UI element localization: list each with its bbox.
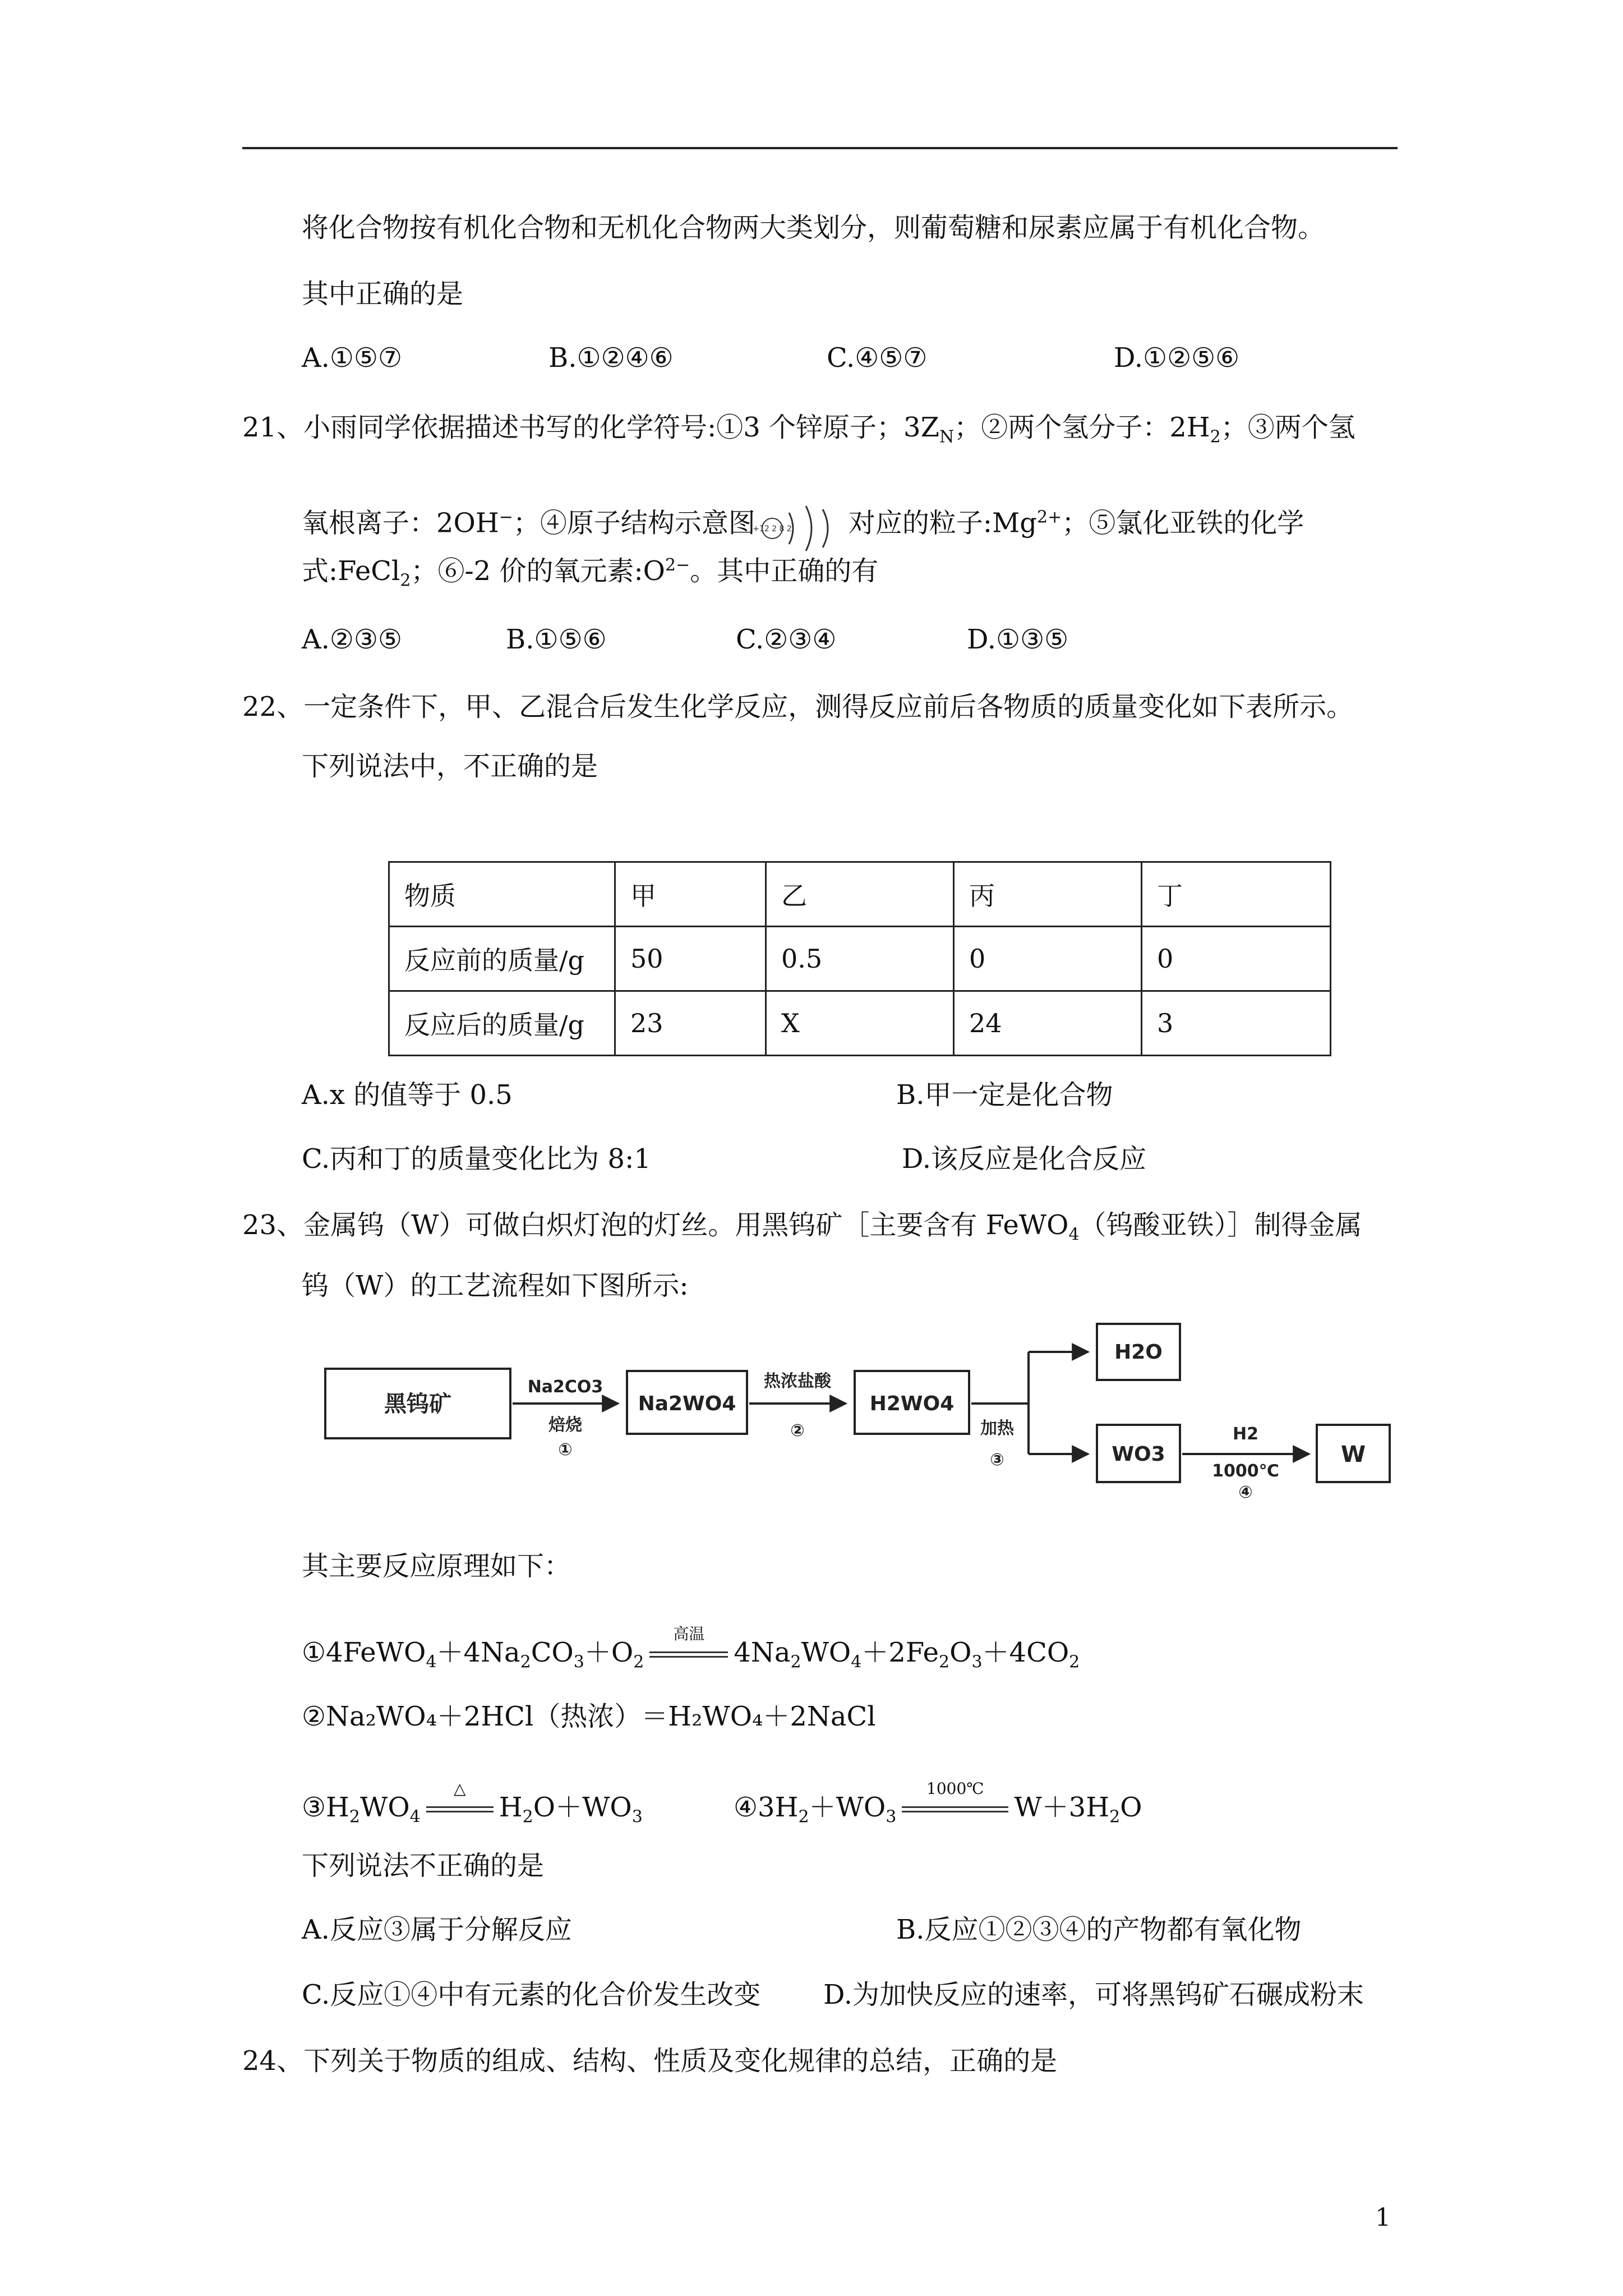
q21-line1-rest: ；②两个氢分子：2H xyxy=(954,412,1210,443)
flow-arrow1-number: ① xyxy=(558,1440,573,1460)
q21-line3 xyxy=(302,554,879,591)
q21-line2-c: 对应的粒子:Mg xyxy=(848,507,1037,539)
q22-option-c: C.丙和丁的质量变化比为 8:1 xyxy=(302,1143,651,1175)
q23-line1 xyxy=(242,1208,1362,1245)
q21-line1 xyxy=(242,411,1355,447)
table-cell: 0.5 xyxy=(766,927,954,991)
flow-box-h2o-label: H2O xyxy=(1114,1341,1163,1364)
eq1-condition: 高温 xyxy=(673,1624,705,1643)
q23-equation-4: $④3H_2+WO_3$ 1000℃ $W+3H_2O$ xyxy=(734,1779,1142,1827)
q21-option-a: A.②③⑤ xyxy=(302,624,403,655)
eq3-arrow xyxy=(426,1779,494,1816)
table-cell: 反应后的质量/g xyxy=(389,991,615,1056)
flow-arrow4-reagent: H2 xyxy=(1233,1424,1258,1444)
q24-line1: 24、下列关于物质的组成、结构、性质及变化规律的总结，正确的是 xyxy=(242,2045,1058,2077)
q21-sub-2: 2 xyxy=(1210,427,1221,447)
table-cell: 丙 xyxy=(954,862,1142,927)
flow-arrow3-condition: 加热 xyxy=(980,1419,1014,1438)
flow-arrow1-condition: 焙烧 xyxy=(548,1415,582,1435)
q20-continued-line: 将化合物按有机化合物和无机化合物两大类划分，则葡萄糖和尿素应属于有机化合物。 xyxy=(302,212,1325,243)
q21-sup-2plus: 2+ xyxy=(1036,507,1062,527)
q21-line3-c: 。其中正确的有 xyxy=(690,555,879,587)
q22-mass-table xyxy=(388,861,1331,1056)
q21-line3-b: ；⑥-2 价的氧元素:O xyxy=(411,555,665,587)
table-row xyxy=(389,927,1331,991)
flow-box-na2wo4-label: Na2WO4 xyxy=(638,1392,736,1415)
table-cell: 乙 xyxy=(766,862,954,927)
table-cell: X xyxy=(766,991,954,1056)
table-cell: 反应前的质量/g xyxy=(389,927,615,991)
flow-box-wolframite-label: 黑钨矿 xyxy=(384,1391,451,1417)
q21-line3-a: 式:FeCl xyxy=(302,555,400,587)
q23-equation-1: $①4FeWO_4+4Na_2CO_3+O_2$ 高温 $4Na_2WO_4+2Fe_2O_3+4CO_2$ xyxy=(302,1624,1080,1672)
eq4-condition: 1000℃ xyxy=(926,1779,984,1798)
tungsten-process-flow xyxy=(324,1335,1398,1503)
flow-arrow2-number: ② xyxy=(790,1421,805,1441)
page-number: 1 xyxy=(1375,2203,1391,2232)
table-cell: 24 xyxy=(954,991,1142,1056)
q23-sub-4: 4 xyxy=(1068,1225,1080,1245)
q23-equation-2: ②Na₂WO₄＋2HCl（热浓）＝H₂WO₄＋2NaCl xyxy=(302,1701,876,1732)
q21-option-c: C.②③④ xyxy=(736,624,837,655)
q21-line2-a: 氧根离子：2OH xyxy=(302,507,499,539)
table-row xyxy=(389,862,1331,927)
flow-box-wo3-label: WO3 xyxy=(1112,1443,1165,1466)
q23-option-c: C.反应①④中有元素的化合价发生改变 xyxy=(302,1979,761,2010)
q21-sup-minus: − xyxy=(499,507,513,527)
q23-equation-3: $③H_2WO_4$ △ $H_2O+WO_3$ xyxy=(302,1779,643,1827)
table-cell: 丁 xyxy=(1142,862,1331,927)
flow-arrow2-reagent: 热浓盐酸 xyxy=(764,1372,831,1391)
q20-stem-end: 其中正确的是 xyxy=(302,278,464,310)
flow-arrow1-reagent: Na2CO3 xyxy=(527,1377,603,1397)
q21-line1-end: ；③两个氢 xyxy=(1220,412,1355,443)
q21-option-d: D.①③⑤ xyxy=(967,624,1069,655)
q22-line1: 22、一定条件下，甲、乙混合后发生化学反应，测得反应前后各物质的质量变化如下表所示。 xyxy=(242,691,1354,723)
q21-sup-o2: 2− xyxy=(665,555,690,575)
q22-option-d: D.该反应是化合反应 xyxy=(902,1143,1147,1175)
atom-structure-icon xyxy=(753,500,844,550)
table-cell: 50 xyxy=(615,927,766,991)
q21-line1-text: 21、小雨同学依据描述书写的化学符号:①3 个锌原子；3Z xyxy=(242,412,939,443)
q22-line2: 下列说法中，不正确的是 xyxy=(302,751,598,782)
table-cell: 0 xyxy=(1142,927,1331,991)
flow-arrow3-number: ③ xyxy=(990,1450,1004,1470)
q21-line2 xyxy=(302,500,1304,550)
q22-option-a: A.x 的值等于 0.5 xyxy=(302,1079,513,1111)
table-cell: 0 xyxy=(954,927,1142,991)
q20-option-c: C.④⑤⑦ xyxy=(827,342,928,374)
flow-box-w-label: W xyxy=(1340,1442,1366,1467)
eq1-arrow xyxy=(649,1624,728,1662)
header-rule xyxy=(242,147,1398,149)
q21-line2-b: ；④原子结构示意图 xyxy=(513,507,755,539)
table-cell: 甲 xyxy=(615,862,766,927)
table-row xyxy=(389,991,1331,1056)
q21-line2-d: ；⑤氯化亚铁的化学 xyxy=(1062,507,1304,539)
table-cell: 3 xyxy=(1142,991,1331,1056)
q23-option-b: B.反应①②③④的产物都有氧化物 xyxy=(896,1914,1302,1945)
atom-icon-label: +12 2 8 2 xyxy=(753,524,792,533)
q21-sub-fecl2: 2 xyxy=(400,570,411,591)
q23-principle-title: 其主要反应原理如下： xyxy=(302,1550,571,1582)
q21-option-b: B.①⑤⑥ xyxy=(506,624,607,655)
eq4-arrow xyxy=(902,1779,1008,1816)
flow-box-h2wo4-label: H2WO4 xyxy=(869,1392,955,1415)
table-cell: 物质 xyxy=(389,862,615,927)
q23-line1-end: （钨酸亚铁）］制得金属 xyxy=(1079,1209,1362,1241)
q23-question: 下列说法不正确的是 xyxy=(302,1850,545,1881)
flow-arrow4-condition: 1000℃ xyxy=(1212,1461,1279,1481)
q23-option-a: A.反应③属于分解反应 xyxy=(302,1914,572,1945)
q23-line1-text: 23、金属钨（W）可做白炽灯泡的灯丝。用黑钨矿［主要含有 FeWO xyxy=(242,1209,1069,1241)
q20-option-a: A.①⑤⑦ xyxy=(302,342,403,374)
q23-option-d: D.为加快反应的速率，可将黑钨矿石碾成粉末 xyxy=(823,1979,1364,2010)
eq3-condition: △ xyxy=(453,1779,466,1798)
q20-option-b: B.①②④⑥ xyxy=(548,342,674,374)
q23-line2: 钨（W）的工艺流程如下图所示: xyxy=(302,1270,689,1301)
q22-option-b: B.甲一定是化合物 xyxy=(896,1079,1113,1111)
flow-arrow4-number: ④ xyxy=(1238,1483,1253,1502)
q21-sub-n: N xyxy=(939,427,955,447)
q20-option-d: D.①②⑤⑥ xyxy=(1114,342,1240,374)
table-cell: 23 xyxy=(615,991,766,1056)
